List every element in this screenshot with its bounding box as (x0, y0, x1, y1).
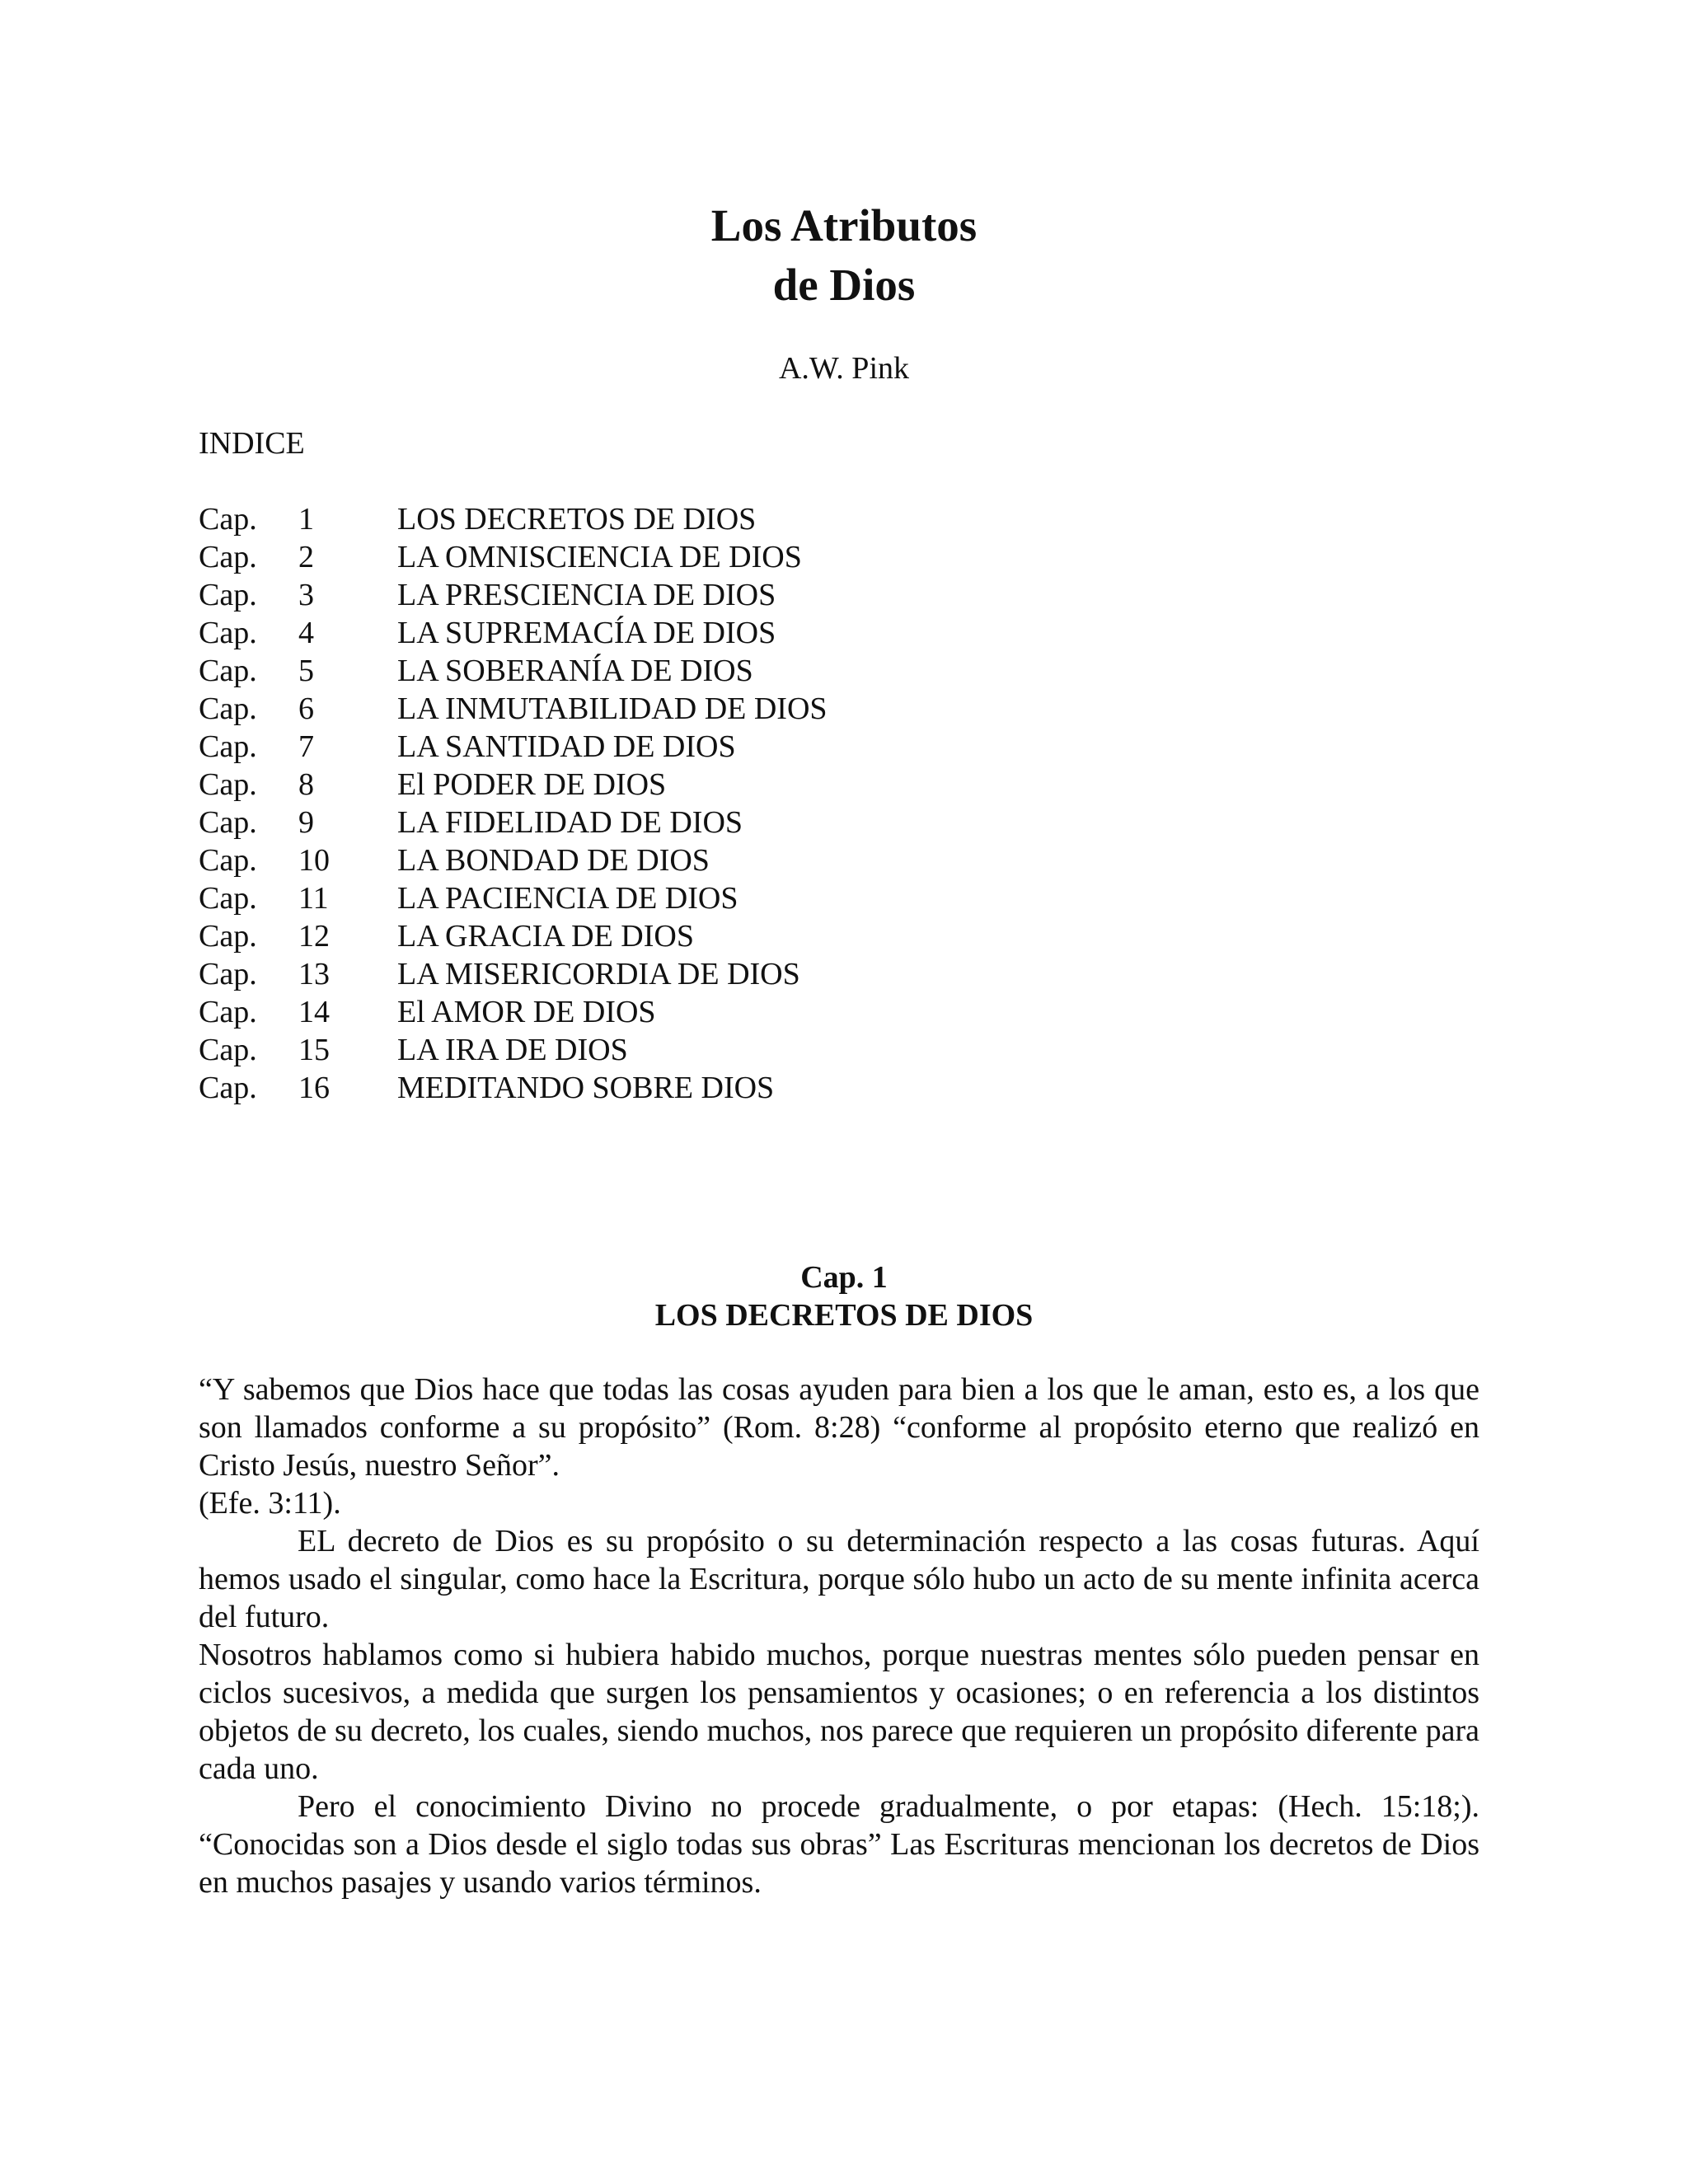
toc-chapter-number: 7 (298, 729, 314, 764)
toc-chapter-number: 1 (298, 502, 314, 537)
toc-cap-label: Cap. (199, 843, 257, 878)
toc-cap-label: Cap. (199, 654, 257, 688)
toc-chapter-title: El AMOR DE DIOS (397, 995, 656, 1029)
document-title-line-1: Los Atributos (710, 200, 978, 251)
toc-chapter-title: MEDITANDO SOBRE DIOS (397, 1071, 775, 1105)
toc-chapter-title: LOS DECRETOS DE DIOS (397, 502, 757, 537)
toc-cap-label: Cap. (199, 691, 257, 726)
chapter-1-title: LOS DECRETOS DE DIOS (654, 1298, 1034, 1333)
toc-chapter-title: LA SOBERANÍA DE DIOS (397, 654, 753, 688)
toc-chapter-number: 5 (298, 654, 314, 688)
toc-chapter-number: 12 (298, 919, 330, 954)
document-title-line-2: de Dios (772, 260, 916, 310)
toc-chapter-number: 10 (298, 843, 330, 878)
toc-cap-label: Cap. (199, 767, 257, 802)
toc-cap-label: Cap. (199, 805, 257, 840)
chapter-1-body (199, 1371, 1479, 1901)
toc-chapter-number: 9 (298, 805, 314, 840)
toc-cap-label: Cap. (199, 502, 257, 537)
paragraph-knowledge: Pero el conocimiento Divino no procede gradualmente, o por etapas: (Hech. 15:18;). “Conocidas son a Dios desde el siglo todas sus obras” Las Escrituras mencionan los decretos de Dios en muchos pasajes y usando varios términos. (199, 1789, 1479, 1900)
toc-chapter-title: LA IRA DE DIOS (397, 1033, 628, 1067)
toc-chapter-number: 11 (298, 881, 329, 916)
paragraph-decree: EL decreto de Dios es su propósito o su determinación respecto a las cosas futuras. Aquí hemos usado el singular, como hace la Escritura, porque sólo hubo un acto de su mente infinita acerca del futuro. (199, 1524, 1479, 1634)
toc-cap-label: Cap. (199, 578, 257, 612)
paragraph-plural: Nosotros hablamos como si hubiera habido muchos, porque nuestras mentes sólo pueden pensar en ciclos sucesivos, a medida que surgen los pensamientos y ocasiones; o en referencia a los distintos objetos de su decreto, los cuales, siendo muchos, nos parece que requieren un propósito diferente para cada uno. (199, 1638, 1479, 1786)
toc-chapter-number: 14 (298, 995, 330, 1029)
toc-cap-label: Cap. (199, 729, 257, 764)
toc-chapter-title: LA SUPREMACÍA DE DIOS (397, 616, 776, 650)
toc-chapter-number: 2 (298, 540, 314, 574)
toc-chapter-number: 15 (298, 1033, 330, 1067)
toc-cap-label: Cap. (199, 1033, 257, 1067)
index-heading: INDICE (199, 426, 305, 461)
toc-chapter-title: LA PRESCIENCIA DE DIOS (397, 578, 776, 612)
toc-chapter-number: 6 (298, 691, 314, 726)
toc-chapter-title: LA SANTIDAD DE DIOS (397, 729, 736, 764)
toc-chapter-title: LA FIDELIDAD DE DIOS (397, 805, 743, 840)
toc-cap-label: Cap. (199, 995, 257, 1029)
paragraph-quote: “Y sabemos que Dios hace que todas las cosas ayuden para bien a los que le aman, esto es, a los que son llamados conforme a su propósito” (Rom. 8:28) “conforme al propósito eterno que realizó en Cristo Jesús, nuestro Señor”. (199, 1372, 1479, 1483)
paragraph-reference: (Efe. 3:11). (199, 1486, 341, 1521)
toc-chapter-number: 4 (298, 616, 314, 650)
toc-chapter-title: LA BONDAD DE DIOS (397, 843, 710, 878)
toc-chapter-title: LA OMNISCIENCIA DE DIOS (397, 540, 802, 574)
toc-cap-label: Cap. (199, 957, 257, 991)
toc-chapter-title: LA INMUTABILIDAD DE DIOS (397, 691, 828, 726)
toc-chapter-number: 13 (298, 957, 330, 991)
toc-cap-label: Cap. (199, 616, 257, 650)
toc-cap-label: Cap. (199, 919, 257, 954)
toc-chapter-title: LA PACIENCIA DE DIOS (397, 881, 738, 916)
toc-chapter-title: LA MISERICORDIA DE DIOS (397, 957, 800, 991)
toc-chapter-number: 3 (298, 578, 314, 612)
toc-chapter-number: 8 (298, 767, 314, 802)
toc-cap-label: Cap. (199, 1071, 257, 1105)
author-name: A.W. Pink (778, 351, 909, 386)
toc-chapter-title: LA GRACIA DE DIOS (397, 919, 694, 954)
toc-cap-label: Cap. (199, 540, 257, 574)
toc-cap-label: Cap. (199, 881, 257, 916)
chapter-1-label: Cap. 1 (800, 1260, 888, 1295)
toc-chapter-number: 16 (298, 1071, 330, 1105)
toc-chapter-title: El PODER DE DIOS (397, 767, 667, 802)
